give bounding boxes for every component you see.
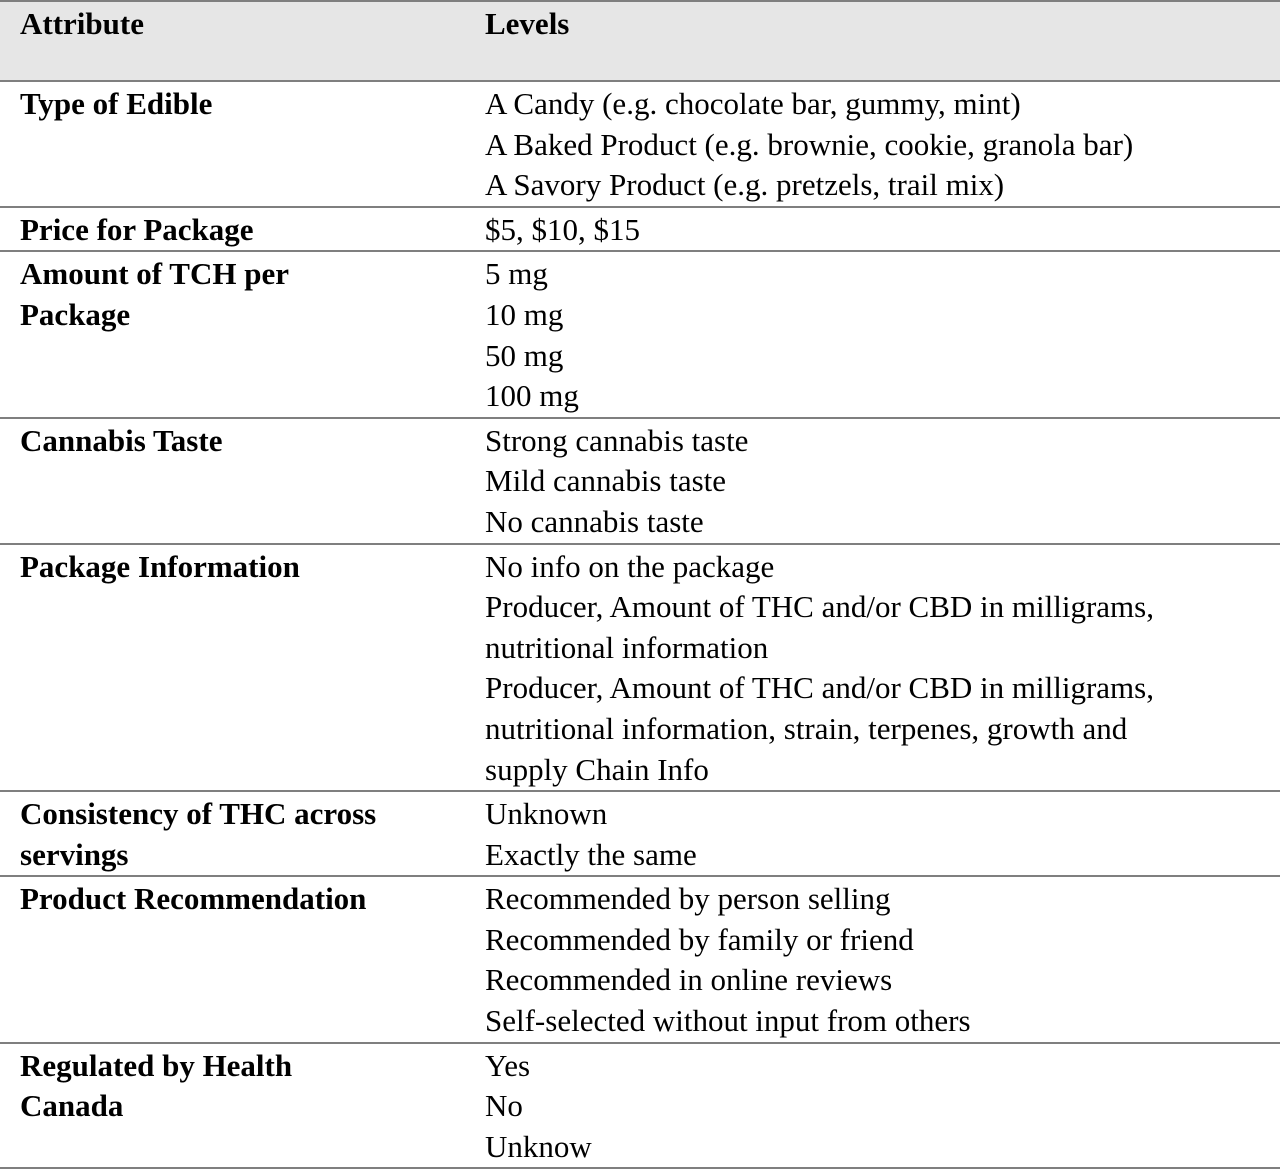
attribute-text: servings — [20, 836, 129, 872]
level-text: A Savory Product (e.g. pretzels, trail mix) — [485, 167, 1005, 203]
attribute-cell — [0, 208, 464, 251]
attribute-text: Product Recommendation — [20, 881, 367, 917]
level-text: $5, $10, $15 — [485, 211, 640, 247]
header-levels: Levels — [485, 6, 570, 41]
table-row — [0, 419, 1280, 545]
level-text: No — [485, 1088, 523, 1124]
attribute-text: Package Information — [20, 548, 300, 584]
levels-cell — [464, 252, 1280, 416]
header-attribute: Attribute — [20, 6, 144, 41]
level-text: No cannabis taste — [485, 503, 704, 539]
table-row — [0, 82, 1280, 208]
level-text: Unknown — [485, 796, 608, 832]
level-text: A Baked Product (e.g. brownie, cookie, granola bar) — [485, 126, 1134, 162]
level-text: Recommended by family or friend — [485, 921, 914, 957]
level-text: Recommended in online reviews — [485, 962, 893, 998]
table-row — [0, 792, 1280, 877]
attribute-text: Canada — [20, 1088, 124, 1124]
level-text: Yes — [485, 1047, 531, 1083]
attribute-cell — [0, 1044, 464, 1168]
level-text: 5 mg — [485, 256, 548, 292]
level-text: A Candy (e.g. chocolate bar, gummy, mint) — [485, 86, 1021, 121]
level-text: supply Chain Info — [485, 751, 709, 787]
level-text: nutritional information — [485, 629, 769, 665]
level-text: Producer, Amount of THC and/or CBD in milligrams, — [485, 589, 1154, 625]
attribute-cell — [0, 82, 464, 206]
levels-cell — [464, 208, 1280, 251]
attribute-text: Regulated by Health — [20, 1047, 293, 1083]
level-text: 10 mg — [485, 296, 564, 332]
attribute-cell — [0, 545, 464, 791]
attribute-text: Type of Edible — [20, 86, 213, 121]
attribute-text: Price for Package — [20, 211, 254, 247]
levels-cell — [464, 545, 1280, 791]
level-text: Producer, Amount of THC and/or CBD in milligrams, — [485, 670, 1154, 706]
attribute-cell — [0, 792, 464, 875]
table-row — [0, 877, 1280, 1043]
attribute-cell — [0, 252, 464, 416]
table-row — [0, 1044, 1280, 1169]
level-text: 50 mg — [485, 337, 564, 373]
attribute-text: Package — [20, 296, 131, 332]
level-text: Mild cannabis taste — [485, 463, 727, 499]
level-text: Unknow — [485, 1128, 592, 1164]
level-text: Exactly the same — [485, 836, 697, 872]
levels-cell — [464, 792, 1280, 875]
level-text: Recommended by person selling — [485, 881, 891, 917]
levels-cell — [464, 82, 1280, 206]
level-text: Self-selected without input from others — [485, 1003, 971, 1039]
level-text: 100 mg — [485, 378, 579, 414]
levels-cell — [464, 1044, 1280, 1168]
table-row — [0, 545, 1280, 793]
table-header — [0, 0, 1280, 82]
attribute-text: Cannabis Taste — [20, 422, 223, 458]
table-row — [0, 252, 1280, 418]
level-text: Strong cannabis taste — [485, 422, 749, 458]
attribute-text: Amount of TCH per — [20, 256, 289, 292]
attribute-cell — [0, 877, 464, 1041]
levels-cell — [464, 877, 1280, 1041]
level-text: nutritional information, strain, terpenes, growth and — [485, 710, 1128, 746]
table-row — [0, 208, 1280, 253]
attribute-text: Consistency of THC across — [20, 796, 377, 832]
levels-cell — [464, 419, 1280, 543]
level-text: No info on the package — [485, 548, 775, 584]
attribute-cell — [0, 419, 464, 543]
